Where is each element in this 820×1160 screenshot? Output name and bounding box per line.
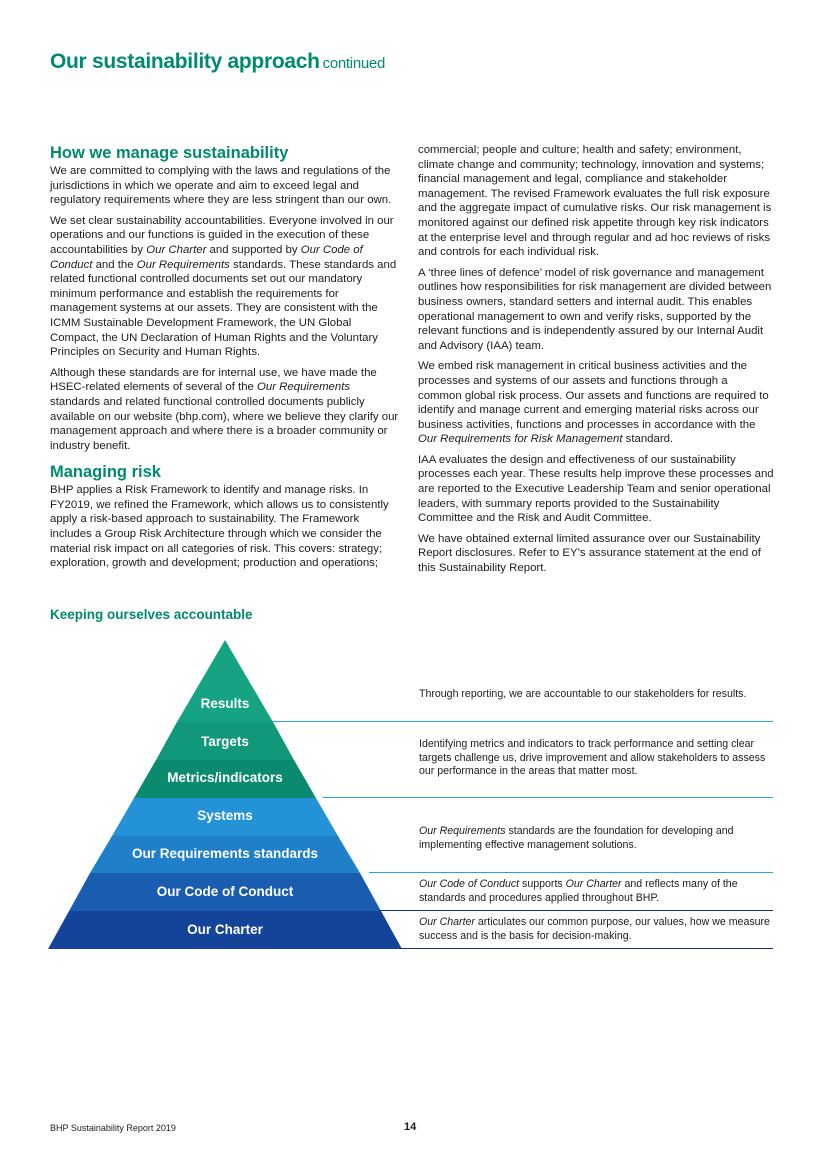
right-paragraph-2: A ‘three lines of defence’ model of risk governance and management outlines how responsibilities for risk management are divided between business owners, standard setters and internal audit. This enables operational management to own and verify risks, supported by the relevant functions and is independently assured by our Internal Audit and Advisory (IAA) team.: [418, 266, 772, 352]
page-title-text: Our sustainability approach: [50, 50, 320, 73]
heading-how-we-manage: How we manage sustainability: [50, 144, 289, 162]
right-paragraph-5: We have obtained external limited assurance over our Sustainability Report disclosures. Refer to EY’s assurance statement at the end of this Sustainability Report.: [418, 532, 761, 575]
pyramid-label-results: Results: [200, 696, 250, 711]
page-title-continued: continued: [322, 55, 385, 72]
divider-results: [273, 721, 773, 722]
pyramid-label-charter: Our Charter: [187, 922, 263, 937]
desc-targets: Identifying metrics and indicators to track performance and setting clear targets challenge us, drive improvement and allow stakeholders to assess our performance in the areas that matter most.: [419, 738, 766, 778]
right-paragraph-3: We embed risk management in critical business activities and the processes and systems of our assets and functions through a common global risk process. Our assets and functions are required to identify and manage current and emerging material risks across our business activities, functions and processes in accordance with the Our Requirements for Risk Management standard.: [418, 360, 769, 446]
left-paragraph-3: Although these standards are for internal use, we have made the HSEC-related elements of several of the Our Requirements standards and related functional controlled documents publicly available on our website (bhp.com), where we believe they clarify our management approach and where there is a broader community or industry benefit.: [50, 366, 399, 452]
right-paragraph-1: commercial; people and culture; health and safety; environment, climate change and community; technology, innovation and systems; financial management and legal, compliance and stakeholder management. The revised Framework evaluates the full risk exposure and the aggregate impact of cumulative risks. Our risk management is monitored against our defined risk appetite through key risk indicators at the enterprise level and through regular and ad hoc reviews of risks and controls for each individual risk.: [418, 144, 772, 259]
heading-managing-risk: Managing risk: [50, 463, 161, 482]
left-paragraph-4: BHP applies a Risk Framework to identify and manage risks. In FY2019, we refined the Framework, which allows us to consistently apply a risk-based approach to sustainability. The Framework includes a Group Risk Architecture through which we consider the material risk impact on all categories of risk. This covers: strategy; exploration, growth and development; production and operations;: [50, 484, 389, 570]
pyramid-label-code: Our Code of Conduct: [156, 884, 294, 899]
desc-results: Through reporting, we are accountable to our stakeholders for results.: [419, 688, 747, 700]
left-paragraph-1: We are committed to complying with the laws and regulations of the jurisdictions in which we operate and aim to exceed legal and regulatory requirements where they are less stringent than our own.: [50, 165, 392, 207]
right-paragraph-4: IAA evaluates the design and effectiveness of our sustainability processes each year. These results help improve these processes and are reported to the Executive Leadership Team and senior operational leaders, with summary reports provided to the Sustainability Committee and the Risk and Audit Committee.: [418, 453, 774, 525]
desc-code: Our Code of Conduct supports Our Charter and reflects many of the standards and procedures applied throughout BHP.: [419, 878, 738, 904]
page-number: 14: [404, 1121, 417, 1133]
divider-requirements: [369, 872, 773, 873]
divider-code: [380, 910, 773, 911]
pyramid-label-requirements: Our Requirements standards: [131, 846, 319, 861]
accountability-heading: Keeping ourselves accountable: [50, 607, 253, 622]
desc-requirements: Our Requirements standards are the foundation for developing and implementing effective management solutions.: [419, 825, 734, 851]
desc-charter: Our Charter articulates our common purpose, our values, how we measure success and is the basis for decision-making.: [419, 916, 770, 942]
pyramid-label-metrics: Metrics/indicators: [167, 770, 283, 785]
pyramid-label-targets: Targets: [201, 734, 249, 749]
divider-metrics: [323, 797, 773, 798]
footer-report-name: BHP Sustainability Report 2019: [50, 1123, 176, 1133]
left-paragraph-2: We set clear sustainability accountabilities. Everyone involved in our operations and our functions is guided in the execution of these accountabilities by Our Charter and supported by Our Code of Conduct and the Our Requirements standards. These standards and related functional controlled documents set out our mandatory minimum performance and establish the requirements for management systems at our assets. They are consistent with the ICMM Sustainable Development Framework, the UN Global Compact, the UN Declaration of Human Rights and the Voluntary Principles on Security and Human Rights.: [50, 214, 397, 359]
pyramid-label-systems: Systems: [197, 808, 253, 823]
divider-charter: [401, 948, 773, 949]
